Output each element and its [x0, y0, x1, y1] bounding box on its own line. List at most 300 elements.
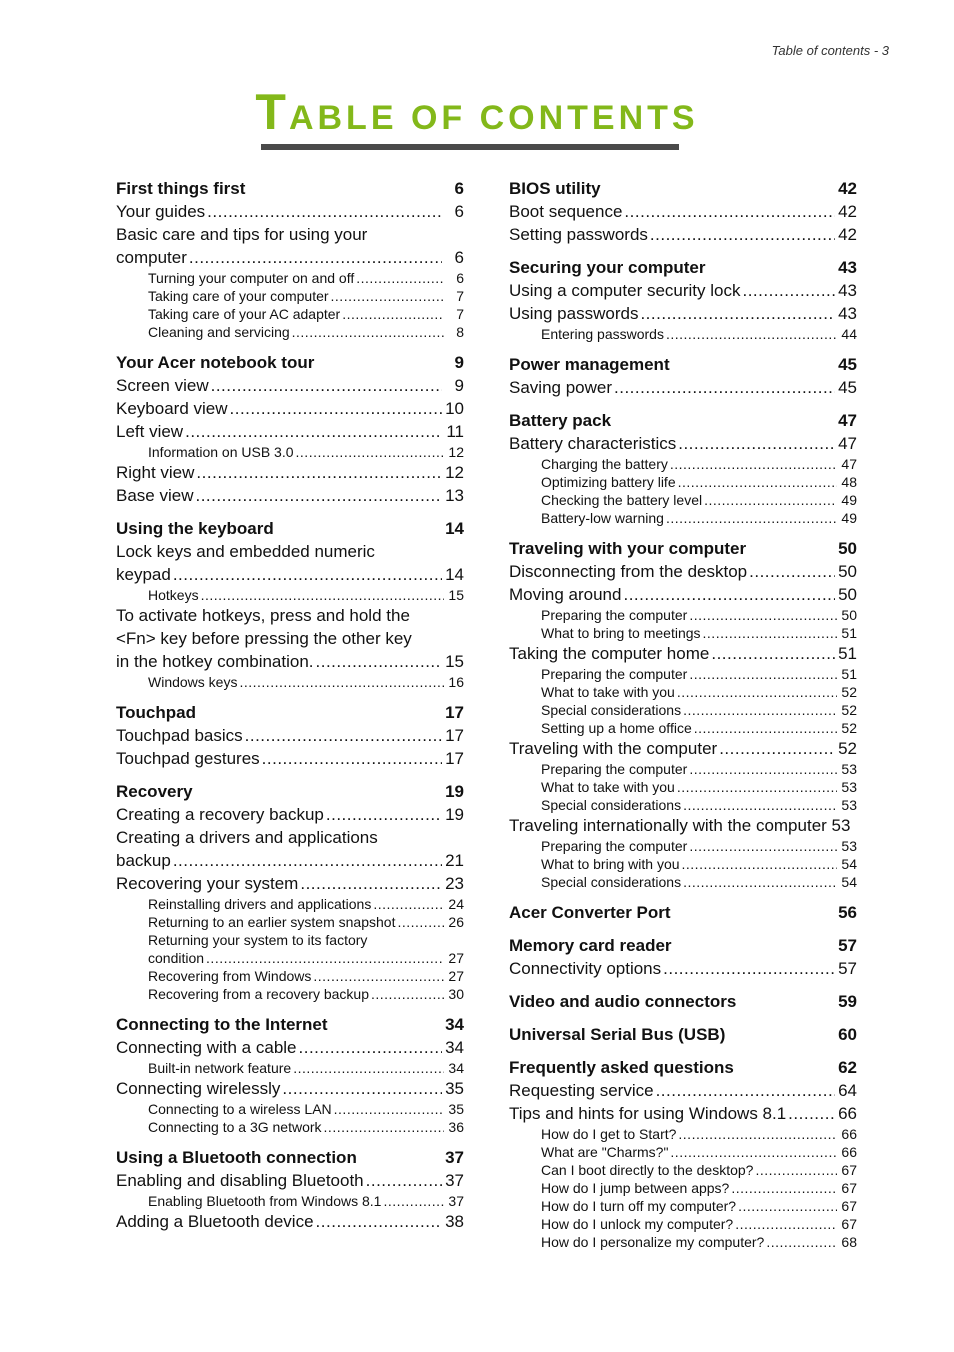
- toc-page-number: 62: [838, 1058, 857, 1077]
- toc-entry-title: Video and audio connectors: [509, 992, 737, 1011]
- toc-page-number: 67: [841, 1198, 857, 1214]
- toc-entry[interactable]: [116, 200, 464, 223]
- toc-entry[interactable]: [509, 642, 857, 665]
- toc-entry[interactable]: [509, 737, 857, 760]
- toc-page-number: 6: [454, 202, 464, 221]
- toc-section-power: [509, 353, 857, 399]
- toc-subentry[interactable]: [509, 796, 857, 814]
- toc-subentry[interactable]: [116, 895, 464, 913]
- toc-entry-wrapped-line[interactable]: <Fn> key before pressing the other key: [116, 629, 412, 648]
- toc-page-number: 64: [838, 1081, 857, 1100]
- toc-subentry[interactable]: [116, 305, 464, 323]
- toc-page-number: 52: [841, 702, 857, 718]
- toc-entry-title: Adding a Bluetooth device: [116, 1212, 314, 1231]
- toc-page-number: 51: [841, 625, 857, 641]
- toc-section-recovery: [116, 780, 464, 1003]
- dot-leader: [173, 563, 442, 586]
- toc-page-number: 53: [841, 779, 857, 795]
- toc-entry[interactable]: [116, 872, 464, 895]
- dot-leader: [189, 246, 442, 269]
- toc-entry[interactable]: [509, 376, 857, 399]
- toc-subentry[interactable]: [509, 855, 857, 873]
- toc-heading[interactable]: [509, 537, 857, 560]
- toc-page-number: 35: [448, 1101, 464, 1117]
- toc-page-number: 54: [841, 874, 857, 890]
- toc-page-number: 10: [445, 399, 464, 418]
- toc-entry-title: Recovery: [116, 782, 193, 801]
- dot-leader: [292, 323, 444, 341]
- toc-subentry[interactable]: [116, 949, 464, 967]
- dot-leader: [694, 719, 837, 737]
- dot-leader: [211, 374, 442, 397]
- toc-section-bios: [509, 177, 857, 246]
- toc-entry-wrapped-line[interactable]: Lock keys and embedded numeric: [116, 542, 375, 561]
- toc-entry[interactable]: [116, 1077, 464, 1100]
- toc-entry-title: Acer Converter Port: [509, 903, 671, 922]
- toc-entry-title: Saving power: [509, 378, 613, 397]
- toc-subentry[interactable]: [509, 1161, 857, 1179]
- dot-leader: [334, 1100, 444, 1118]
- toc-subentry[interactable]: [509, 683, 857, 701]
- toc-page-number: 51: [841, 666, 857, 682]
- dot-leader: [683, 701, 837, 719]
- toc-page-number: 53: [841, 797, 857, 813]
- toc-section-usb: [509, 1023, 857, 1046]
- dot-leader: [650, 223, 835, 246]
- toc-heading[interactable]: [509, 934, 857, 957]
- toc-subentry[interactable]: [116, 967, 464, 985]
- toc-entry-wrapped-line[interactable]: Basic care and tips for using your: [116, 225, 368, 244]
- toc-subentry[interactable]: [116, 287, 464, 305]
- dot-leader: [316, 1210, 442, 1233]
- toc-page-number: 56: [838, 903, 857, 922]
- dot-leader: [677, 683, 837, 701]
- toc-entry-title: Built-in network feature: [148, 1060, 292, 1076]
- dot-leader: [201, 586, 444, 604]
- toc-entry[interactable]: [509, 957, 857, 980]
- toc-entry-title: First things first: [116, 179, 246, 198]
- toc-entry-title: BIOS utility: [509, 179, 601, 198]
- toc-page-number: 36: [448, 1119, 464, 1135]
- toc-entry-title: Universal Serial Bus (USB): [509, 1025, 726, 1044]
- dot-leader: [640, 302, 835, 325]
- toc-entry[interactable]: [116, 397, 464, 420]
- toc-page-number: 50: [838, 539, 857, 558]
- toc-entry[interactable]: [509, 1102, 857, 1125]
- toc-page-number: 52: [841, 684, 857, 700]
- dot-leader: [230, 397, 442, 420]
- dot-leader: [738, 1197, 837, 1215]
- toc-entry-title: Information on USB 3.0: [148, 444, 294, 460]
- toc-page-number: 21: [445, 851, 464, 870]
- toc-page-number: 9: [454, 353, 464, 372]
- dot-leader: [245, 724, 442, 747]
- toc-entry-title: Charging the battery: [541, 456, 668, 472]
- toc-entry[interactable]: [509, 223, 857, 246]
- toc-subentry[interactable]: [509, 509, 857, 527]
- toc-section-tour: [116, 351, 464, 507]
- toc-entry[interactable]: [116, 849, 464, 872]
- toc-subentry[interactable]: [509, 719, 857, 737]
- toc-entry[interactable]: [116, 246, 464, 269]
- toc-entry-title: condition: [148, 950, 205, 966]
- toc-heading[interactable]: [116, 517, 464, 540]
- toc-page-number: 34: [445, 1015, 464, 1034]
- toc-entry-title: Battery characteristics: [509, 434, 677, 453]
- toc-entry[interactable]: [509, 583, 857, 606]
- dot-leader: [299, 1036, 442, 1059]
- toc-entry-title: Preparing the computer: [541, 838, 688, 854]
- toc-entry[interactable]: [116, 484, 464, 507]
- toc-entry[interactable]: [116, 1036, 464, 1059]
- toc-entry[interactable]: [116, 420, 464, 443]
- toc-entry[interactable]: [116, 563, 464, 586]
- toc-entry[interactable]: [509, 560, 857, 583]
- toc-subentry[interactable]: [509, 491, 857, 509]
- toc-page-number: 47: [841, 456, 857, 472]
- toc-heading[interactable]: [509, 901, 857, 924]
- toc-page-number: 15: [448, 587, 464, 603]
- dot-leader: [397, 913, 444, 931]
- toc-entry[interactable]: [116, 374, 464, 397]
- toc-page-number: 53: [841, 761, 857, 777]
- toc-subentry[interactable]: [116, 1100, 464, 1118]
- dot-leader: [703, 624, 837, 642]
- toc-subentry[interactable]: [509, 701, 857, 719]
- toc-heading[interactable]: [116, 351, 464, 374]
- toc-entry[interactable]: [509, 432, 857, 455]
- toc-page-number: 14: [445, 519, 464, 538]
- toc-entry-title: How do I turn off my computer?: [541, 1198, 737, 1214]
- toc-left-column: [116, 177, 464, 1243]
- toc-entry-title: backup: [116, 851, 171, 870]
- toc-page-number: 14: [445, 565, 464, 584]
- toc-entry-title: How do I jump between apps?: [541, 1180, 730, 1196]
- toc-subentry[interactable]: [116, 443, 464, 461]
- toc-page-number: 66: [841, 1144, 857, 1160]
- toc-subentry[interactable]: [509, 1197, 857, 1215]
- toc-entry-title: Taking the computer home: [509, 644, 710, 663]
- toc-page-number: 38: [445, 1212, 464, 1231]
- dot-leader: [356, 269, 444, 287]
- toc-heading[interactable]: [116, 177, 464, 200]
- dot-leader: [373, 895, 444, 913]
- toc-entry-title: Recovering from Windows: [148, 968, 312, 984]
- toc-entry[interactable]: [116, 803, 464, 826]
- toc-entry[interactable]: [509, 1079, 857, 1102]
- dot-leader: [749, 560, 835, 583]
- dot-leader: [670, 455, 837, 473]
- toc-subentry[interactable]: [116, 269, 464, 287]
- toc-subentry[interactable]: [116, 913, 464, 931]
- toc-page-number: 17: [445, 703, 464, 722]
- toc-entry-title: Recovering from a recovery backup: [148, 986, 369, 1002]
- toc-section-video-audio: [509, 990, 857, 1013]
- toc-entry-title: Your guides: [116, 202, 206, 221]
- toc-heading[interactable]: [116, 1013, 464, 1036]
- toc-page-number: 49: [841, 510, 857, 526]
- toc-entry-title: Memory card reader: [509, 936, 672, 955]
- toc-page-number: 67: [841, 1180, 857, 1196]
- toc-entry-title: Traveling with your computer: [509, 539, 747, 558]
- dot-leader: [316, 650, 442, 673]
- toc-entry-title: How do I unlock my computer?: [541, 1216, 734, 1232]
- toc-subentry[interactable]: [509, 624, 857, 642]
- toc-entry-title: Tips and hints for using Windows 8.1: [509, 1104, 787, 1123]
- toc-section-faq: [509, 1056, 857, 1251]
- toc-entry-title: Setting passwords: [509, 225, 648, 244]
- toc-page-number: 57: [838, 959, 857, 978]
- dot-leader: [735, 1215, 837, 1233]
- toc-entry-title: Taking care of your computer: [148, 288, 329, 304]
- toc-subentry[interactable]: [509, 1179, 857, 1197]
- dot-leader: [206, 949, 444, 967]
- toc-entry-title: Touchpad gestures: [116, 749, 260, 768]
- toc-entry-title: Left view: [116, 422, 184, 441]
- toc-section-converter: [509, 901, 857, 924]
- toc-section-keyboard: [116, 517, 464, 691]
- toc-entry-title: Moving around: [509, 585, 622, 604]
- toc-page-number: 43: [838, 258, 857, 277]
- toc-page-number: 45: [838, 355, 857, 374]
- toc-entry[interactable]: [509, 200, 857, 223]
- dot-leader: [731, 1179, 837, 1197]
- toc-entry-title: Can I boot directly to the desktop?: [541, 1162, 754, 1178]
- toc-entry-wrapped-line[interactable]: Creating a drivers and applications: [116, 828, 378, 847]
- dot-leader: [173, 849, 442, 872]
- toc-page-number: 51: [838, 644, 857, 663]
- toc-page-number: 34: [445, 1038, 464, 1057]
- toc-page-number: 60: [838, 1025, 857, 1044]
- toc-entry-title: Battery-low warning: [541, 510, 664, 526]
- toc-entry[interactable]: [509, 302, 857, 325]
- toc-subentry[interactable]: [509, 873, 857, 891]
- toc-subentry[interactable]: [509, 1125, 857, 1143]
- toc-heading[interactable]: [116, 780, 464, 803]
- toc-section-first-things: [116, 177, 464, 341]
- toc-page-number: 37: [448, 1193, 464, 1209]
- toc-subentry-wrapped-line[interactable]: Returning your system to its factory: [148, 932, 368, 948]
- toc-heading[interactable]: [509, 256, 857, 279]
- toc-entry-title: Using the keyboard: [116, 519, 274, 538]
- toc-subentry[interactable]: [509, 760, 857, 778]
- toc-entry-title: Using a Bluetooth connection: [116, 1148, 357, 1167]
- toc-entry-title: Connecting wirelessly: [116, 1079, 281, 1098]
- toc-subentry[interactable]: [509, 665, 857, 683]
- toc-entry-title: Battery pack: [509, 411, 612, 430]
- toc-page-number: 13: [445, 486, 464, 505]
- toc-heading[interactable]: [509, 177, 857, 200]
- toc-entry-title: Preparing the computer: [541, 607, 688, 623]
- toc-page-number: 68: [841, 1234, 857, 1250]
- toc-entry-title: Connecting to a wireless LAN: [148, 1101, 332, 1117]
- toc-subentry[interactable]: [509, 1233, 857, 1251]
- toc-subentry[interactable]: [509, 606, 857, 624]
- toc-entry-title: Setting up a home office: [541, 720, 692, 736]
- toc-entry-title: Screen view: [116, 376, 209, 395]
- dot-leader: [755, 1161, 837, 1179]
- toc-page-number: 59: [838, 992, 857, 1011]
- toc-page-number: 27: [448, 950, 464, 966]
- dot-leader: [711, 642, 835, 665]
- toc-page-number: 53: [841, 838, 857, 854]
- toc-page-number: 49: [841, 492, 857, 508]
- dot-leader: [207, 200, 442, 223]
- toc-entry-title: Frequently asked questions: [509, 1058, 734, 1077]
- toc-subentry[interactable]: [509, 325, 857, 343]
- toc-subentry[interactable]: [509, 837, 857, 855]
- toc-page-number: 43: [838, 281, 857, 300]
- toc-subentry[interactable]: [116, 985, 464, 1003]
- toc-entry[interactable]: [116, 461, 464, 484]
- toc-heading[interactable]: [116, 701, 464, 724]
- toc-entry-title: What are "Charms?": [541, 1144, 669, 1160]
- toc-page-number: 37: [445, 1171, 464, 1190]
- toc-entry[interactable]: [116, 747, 464, 770]
- toc-entry-title: Special considerations: [541, 874, 682, 890]
- toc-page-number: 30: [448, 986, 464, 1002]
- toc-page-number: 54: [841, 856, 857, 872]
- toc-page-number: 67: [841, 1216, 857, 1232]
- toc-subentry[interactable]: [116, 1059, 464, 1077]
- toc-entry[interactable]: [116, 724, 464, 747]
- toc-entry-title: Power management: [509, 355, 670, 374]
- toc-entry[interactable]: Traveling internationally with the computer 53: [509, 816, 851, 835]
- toc-entry-title: Requesting service: [509, 1081, 654, 1100]
- toc-entry-title: Boot sequence: [509, 202, 623, 221]
- toc-entry-title: Connectivity options: [509, 959, 662, 978]
- toc-page-number: 8: [456, 324, 464, 340]
- dot-leader: [293, 1059, 444, 1077]
- toc-page-number: 47: [838, 434, 857, 453]
- dot-leader: [196, 461, 442, 484]
- dot-leader: [719, 737, 835, 760]
- toc-entry[interactable]: [116, 1169, 464, 1192]
- dot-leader: [788, 1102, 835, 1125]
- toc-entry-title: Your Acer notebook tour: [116, 353, 315, 372]
- toc-heading[interactable]: [509, 1023, 857, 1046]
- toc-page-number: 34: [448, 1060, 464, 1076]
- toc-heading[interactable]: [509, 990, 857, 1013]
- dot-leader: [683, 796, 837, 814]
- toc-entry-title: Connecting to the Internet: [116, 1015, 328, 1034]
- toc-entry-title: Special considerations: [541, 702, 682, 718]
- toc-page-number: 24: [448, 896, 464, 912]
- running-header: Table of contents - 3: [771, 43, 889, 58]
- dot-leader: [300, 872, 442, 895]
- dot-leader: [239, 673, 444, 691]
- toc-entry-title: Preparing the computer: [541, 761, 688, 777]
- toc-page-number: 16: [448, 674, 464, 690]
- toc-section-securing: [509, 256, 857, 343]
- toc-page-number: 45: [838, 378, 857, 397]
- toc-page-number: 27: [448, 968, 464, 984]
- dot-leader: [666, 325, 837, 343]
- toc-subentry[interactable]: [116, 1118, 464, 1136]
- dot-leader: [670, 1143, 837, 1161]
- toc-entry-title: Traveling with the computer: [509, 739, 718, 758]
- toc-heading[interactable]: [116, 1146, 464, 1169]
- toc-entry-title: Entering passwords: [541, 326, 664, 342]
- toc-entry-title: Using passwords: [509, 304, 639, 323]
- toc-entry-title: How do I personalize my computer?: [541, 1234, 765, 1250]
- toc-subentry[interactable]: [509, 455, 857, 473]
- toc-entry-title: Connecting to a 3G network: [148, 1119, 322, 1135]
- toc-page-number: 48: [841, 474, 857, 490]
- toc-entry[interactable]: [116, 1210, 464, 1233]
- dot-leader: [766, 1233, 837, 1251]
- toc-subentry[interactable]: [116, 1192, 464, 1210]
- dot-leader: [683, 873, 837, 891]
- toc-entry-title: Touchpad basics: [116, 726, 243, 745]
- title-initial: T: [255, 84, 289, 140]
- toc-heading[interactable]: [509, 353, 857, 376]
- toc-subentry[interactable]: [116, 323, 464, 341]
- page-title: [0, 86, 954, 144]
- dot-leader: [195, 484, 442, 507]
- toc-subentry[interactable]: [509, 1215, 857, 1233]
- toc-subentry[interactable]: [116, 586, 464, 604]
- toc-entry-title: Creating a recovery backup: [116, 805, 324, 824]
- dot-leader: [689, 606, 837, 624]
- toc-entry-wrapped-line[interactable]: To activate hotkeys, press and hold the: [116, 606, 410, 625]
- toc-page-number: 47: [838, 411, 857, 430]
- dot-leader: [313, 967, 444, 985]
- dot-leader: [383, 1192, 444, 1210]
- toc-section-traveling: [509, 537, 857, 891]
- toc-page-number: 50: [838, 562, 857, 581]
- toc-subentry[interactable]: [509, 473, 857, 491]
- toc-entry[interactable]: [509, 279, 857, 302]
- dot-leader: [262, 747, 442, 770]
- toc-section-battery: [509, 409, 857, 527]
- toc-entry-title: Keyboard view: [116, 399, 228, 418]
- toc-entry-title: Enabling and disabling Bluetooth: [116, 1171, 364, 1190]
- toc-page-number: 7: [456, 288, 464, 304]
- toc-page-number: 23: [445, 874, 464, 893]
- toc-entry-title: Special considerations: [541, 797, 682, 813]
- toc-entry-title: What to bring to meetings: [541, 625, 701, 641]
- toc-heading[interactable]: [509, 409, 857, 432]
- toc-entry-title: Optimizing battery life: [541, 474, 676, 490]
- toc-entry-title: computer: [116, 248, 187, 267]
- toc-subentry[interactable]: [509, 778, 857, 796]
- dot-leader: [704, 491, 837, 509]
- toc-page-number: 19: [445, 805, 464, 824]
- toc-subentry[interactable]: [509, 1143, 857, 1161]
- dot-leader: [689, 760, 837, 778]
- toc-page-number: 35: [445, 1079, 464, 1098]
- toc-page-number: 6: [456, 270, 464, 286]
- dot-leader: [331, 287, 444, 305]
- toc-page-number: 6: [454, 248, 464, 267]
- toc-entry-title: Taking care of your AC adapter: [148, 306, 341, 322]
- toc-heading[interactable]: [509, 1056, 857, 1079]
- toc-entry-title: Windows keys: [148, 674, 238, 690]
- toc-entry-title: Disconnecting from the desktop: [509, 562, 748, 581]
- toc-entry[interactable]: [116, 650, 464, 673]
- toc-section-bluetooth: [116, 1146, 464, 1233]
- toc-page-number: 17: [445, 749, 464, 768]
- dot-leader: [282, 1077, 442, 1100]
- toc-entry-title: What to take with you: [541, 779, 675, 795]
- toc-page-number: 52: [838, 739, 857, 758]
- toc-page-number: 37: [445, 1148, 464, 1167]
- toc-subentry[interactable]: [116, 673, 464, 691]
- toc-entry-title: Turning your computer on and off: [148, 270, 355, 286]
- toc-page-number: 17: [445, 726, 464, 745]
- toc-entry-title: Hotkeys: [148, 587, 199, 603]
